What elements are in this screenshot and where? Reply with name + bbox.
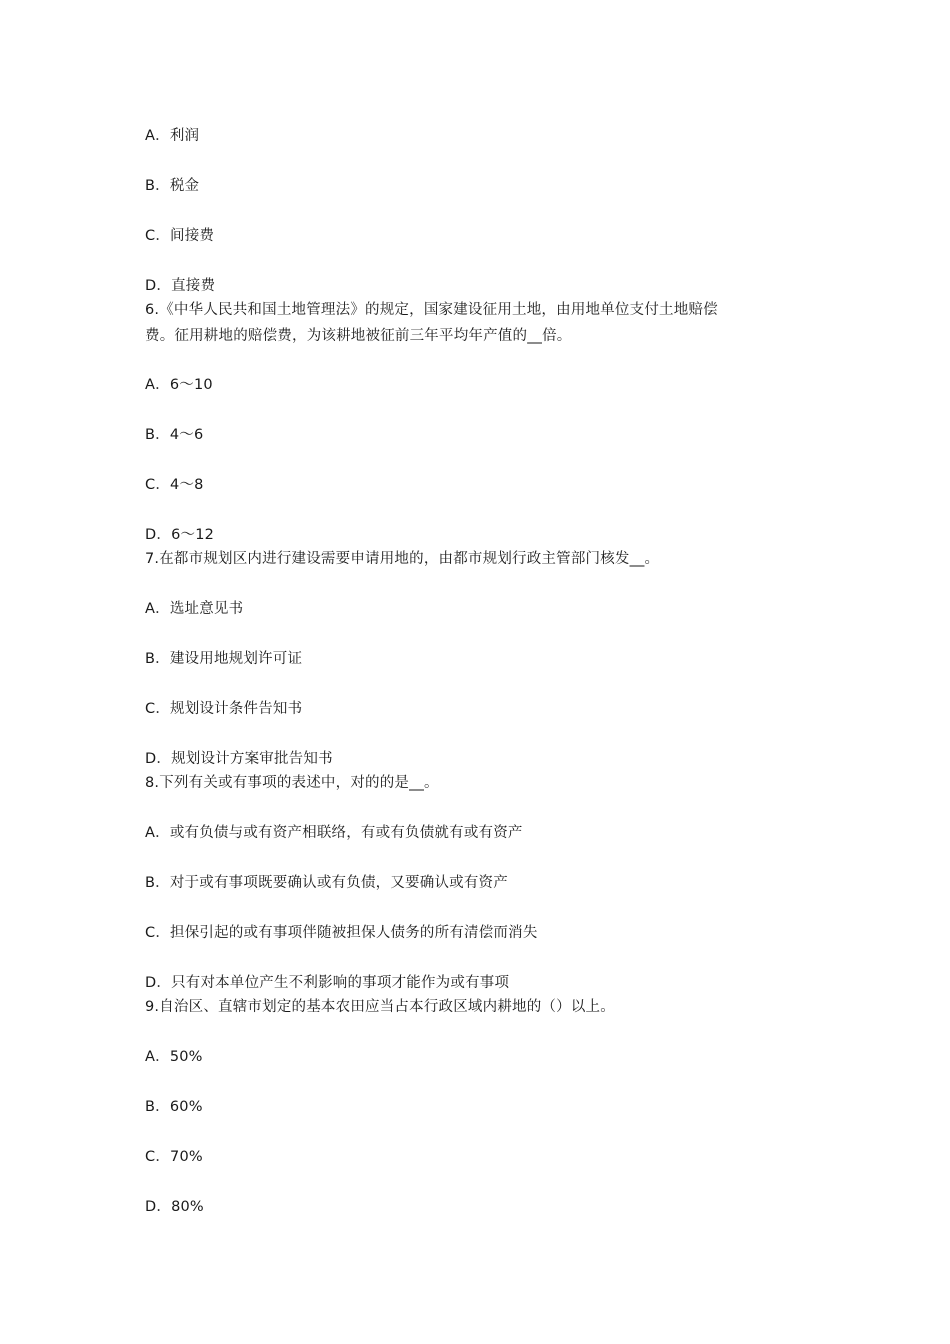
q5-option-a: A．利润 [145, 128, 200, 144]
q9-stem-line: 9.自治区、直辖市划定的基本农田应当占本行政区域内耕地的（）以上。 [145, 999, 615, 1015]
q6-stem [145, 297, 825, 349]
q7-option-b: B．建设用地规划许可证 [145, 651, 303, 667]
q6-stem-line: 6.《中华人民共和国土地管理法》的规定，国家建设征用土地，由用地单位支付土地赔偿 [145, 302, 718, 318]
q9-option-a: A．50% [145, 1049, 203, 1065]
q7-option-d: D．规划设计方案审批告知书 [145, 751, 333, 767]
q7-stem-line: 7.在都市规划区内进行建设需要申请用地的，由都市规划行政主管部门核发__。 [145, 551, 660, 567]
q5-option-c: C．间接费 [145, 228, 215, 244]
q6-option-b: B．4～6 [145, 427, 204, 443]
q9-option-d: D．80% [145, 1199, 204, 1215]
q5-option-b: B．税金 [145, 178, 200, 194]
q9-option-b: B．60% [145, 1099, 203, 1115]
q8-stem-line: 8.下列有关或有事项的表述中，对的的是__。 [145, 775, 439, 791]
q8-option-d: D．只有对本单位产生不利影响的事项才能作为或有事项 [145, 975, 510, 991]
q6-option-d: D．6～12 [145, 527, 215, 543]
q7-option-a: A．选址意见书 [145, 601, 244, 617]
q8-stem [145, 770, 825, 796]
q9-option-c: C．70% [145, 1149, 203, 1165]
q8-option-a: A．或有负债与或有资产相联络，有或有负债就有或有资产 [145, 825, 523, 841]
q6-option-a: A．6～10 [145, 377, 213, 393]
q8-option-c: C．担保引起的或有事项伴随被担保人债务的所有清偿而消失 [145, 925, 538, 941]
q7-stem [145, 546, 825, 572]
q9-stem [145, 994, 825, 1020]
q8-option-b: B．对于或有事项既要确认或有负债，又要确认或有资产 [145, 875, 508, 891]
q6-option-c: C．4～8 [145, 477, 204, 493]
q6-stem-line: 费。征用耕地的赔偿费，为该耕地被征前三年平均年产值的__倍。 [145, 328, 572, 344]
q5-option-d: D．直接费 [145, 278, 216, 294]
q7-option-c: C．规划设计条件告知书 [145, 701, 303, 717]
